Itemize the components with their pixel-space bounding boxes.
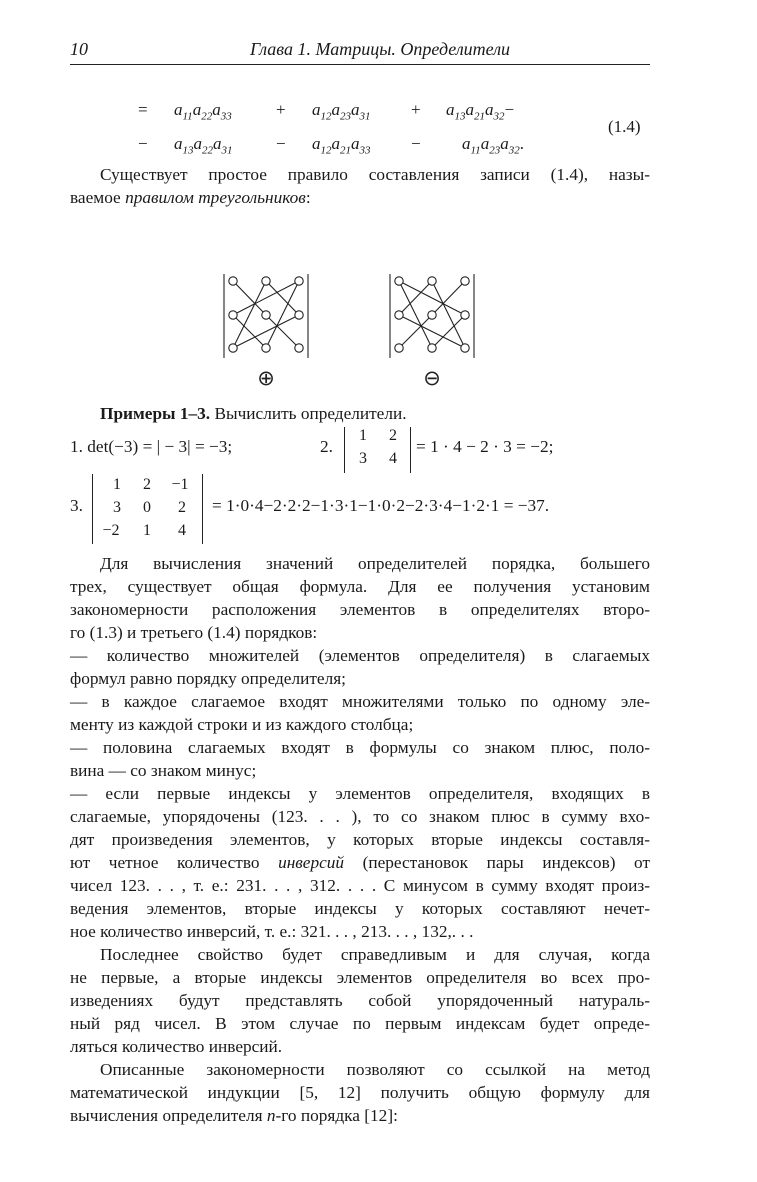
matrix-cell: 2: [143, 476, 151, 493]
text-line: трех, существует общая формула. Для ее получения установим: [70, 577, 650, 596]
text-line: ляться количество инверсий.: [70, 1037, 283, 1056]
bullet-line: — половина слагаемых входят в формулы со знаком плюс, поло-: [70, 738, 650, 757]
text-line: не первые, а вторые индексы элементов определителя во всех про-: [70, 968, 650, 987]
text-line: математической индукции [5, 12] получить общую формулу для: [70, 1083, 650, 1102]
running-title: Глава 1. Матрицы. Определители: [249, 39, 511, 59]
example-3-label: 3.: [70, 496, 83, 515]
example-2-label: 2.: [320, 437, 333, 456]
matrix-cell: 4: [178, 522, 186, 539]
intro-paragraph: [70, 163, 650, 209]
bullet-line: ведения элементов, вторые индексы у которых составляют нечет-: [70, 899, 650, 918]
triangle-rule-diagram: [220, 268, 480, 394]
running-header: [70, 38, 650, 65]
eq-sign: =: [138, 100, 148, 119]
matrix-cell: −1: [171, 476, 189, 493]
eq-op: −: [138, 134, 148, 153]
plus-symbol: ⊕: [257, 366, 275, 390]
text-line: изведениях будут представлять собой упорядоченный натураль-: [70, 991, 650, 1010]
term-triangle-rule: правилом треугольников: [125, 188, 306, 207]
eq-term: $a_{13}a_{21}a_{32}-$: [446, 100, 515, 123]
bullet-line: вина — со знаком минус;: [70, 761, 257, 780]
eq-op: −: [276, 134, 286, 153]
eq-term: $a_{13}a_{22}a_{31}$: [174, 134, 233, 157]
example-1: 1. det(−3) = | − 3| = −3;: [70, 437, 233, 456]
bullet-line: ют четное количество инверсий (перестановок пары индексов) от: [70, 853, 650, 872]
bullet-line: — количество множителей (элементов определителя) в слагаемых: [70, 646, 650, 665]
det-bar-left: [92, 474, 93, 544]
example-2-result: = 1 · 4 − 2 · 3 = −2;: [416, 437, 554, 456]
text-line: ный ряд чисел. В этом случае по первым индексам будет опреде-: [70, 1014, 650, 1033]
example-3-result: = 1·0·4−2·2·2−1·3·1−1·0·2−2·3·4−1·2·1 = −37.: [212, 496, 550, 515]
matrix-cell: 3: [113, 499, 121, 516]
intro-line: Существует простое правило составления записи (1.4), назы-: [100, 165, 650, 184]
text-line: вычисления определителя n-го порядка [12]:: [70, 1106, 398, 1125]
det-bar-right: [202, 474, 203, 544]
text-line: Последнее свойство будет справедливым и для случая, когда: [100, 945, 650, 964]
term-inversions: инверсий: [278, 853, 345, 872]
examples-heading: Примеры 1–3. Вычислить определители.: [100, 404, 407, 423]
matrix-cell: 3: [359, 450, 367, 467]
body-text: [70, 552, 650, 1127]
intro-line: ваемое правилом треугольников:: [70, 188, 311, 207]
bullet-line: — в каждое слагаемое входят множителями только по одному эле-: [70, 692, 650, 711]
eq-op: −: [411, 134, 421, 153]
bullet-line: слагаемые, упорядочены (123. . . ), то со знаком плюс в сумму вхо-: [70, 807, 650, 826]
bullet-line: чисел 123. . . , т. е.: 231. . . , 312. . . . С минусом в сумму входят произ-: [70, 876, 650, 895]
eq-term: $a_{11}a_{23}a_{32}$.: [462, 134, 524, 157]
minus-symbol: ⊖: [423, 366, 441, 390]
bullet-line: ное количество инверсий, т. е.: 321. . . , 213. . . , 132,. . .: [70, 922, 474, 941]
page-number: 10: [70, 39, 88, 59]
text-line: закономерности расположения элементов в определителях второ-: [70, 600, 650, 619]
matrix-cell: −2: [102, 522, 120, 539]
bullet-line: менту из каждой строки и из каждого столбца;: [70, 715, 414, 734]
bullet-line: — если первые индексы у элементов определителя, входящих в: [70, 784, 650, 803]
matrix-cell: 1: [113, 476, 121, 493]
matrix-cell: 4: [389, 450, 397, 467]
matrix-cell: 2: [389, 427, 397, 444]
text-line: Для вычисления значений определителей порядка, большего: [100, 554, 650, 573]
eq-op: +: [411, 100, 421, 119]
eq-term: $a_{12}a_{23}a_{31}$: [312, 100, 371, 123]
bullet-line: формул равно порядку определителя;: [70, 669, 346, 688]
matrix-cell: 0: [143, 499, 151, 516]
minus-triangles: [390, 274, 474, 390]
matrix-cell: 1: [359, 427, 367, 444]
matrix-cell: 1: [143, 522, 151, 539]
eq-op: +: [276, 100, 286, 119]
bullet-line: дят произведения элементов, у которых вторые индексы составля-: [70, 830, 650, 849]
matrix-cell: 2: [178, 499, 186, 516]
text-line: Описанные закономерности позволяют со ссылкой на метод: [100, 1060, 650, 1079]
text-line: го (1.3) и третьего (1.4) порядков:: [70, 623, 318, 642]
eq-term: $a_{11}a_{22}a_{33}$: [174, 100, 232, 123]
det-bar-left: [344, 427, 345, 473]
det-bar-right: [410, 427, 411, 473]
eq-term: $a_{12}a_{21}a_{33}$: [312, 134, 371, 157]
